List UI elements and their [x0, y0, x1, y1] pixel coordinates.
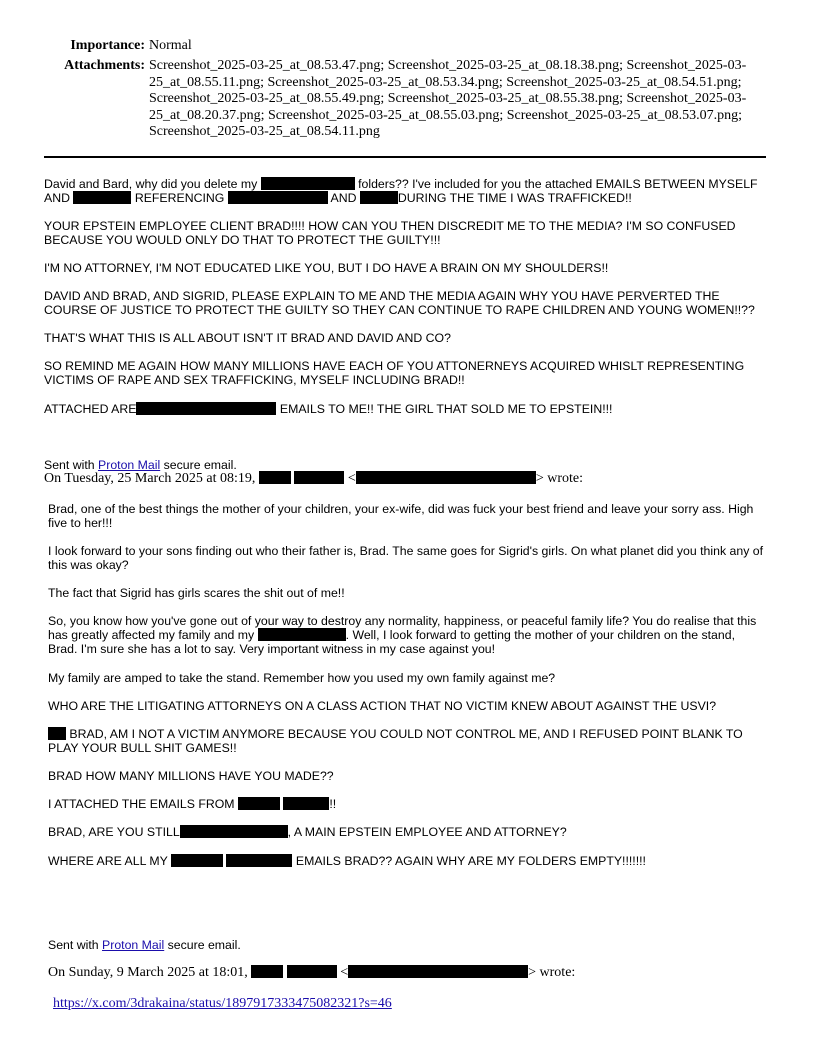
redaction-block	[360, 191, 398, 204]
redaction-block	[294, 471, 344, 484]
attachments-label: Attachments:	[64, 58, 145, 73]
redaction-block	[348, 965, 528, 978]
redaction-block	[287, 965, 337, 978]
message2-paragraph-2: I look forward to your sons finding out who their father is, Brad. The same goes for Sigrid's girls. On what planet did you think any of this was okay?	[48, 544, 764, 572]
message2-paragraph-8: BRAD HOW MANY MILLIONS HAVE YOU MADE??	[48, 769, 334, 783]
message2-paragraph-11: WHERE ARE ALL MY EMAILS BRAD?? AGAIN WHY ARE MY FOLDERS EMPTY!!!!!!!	[48, 854, 646, 868]
attachment-line: Screenshot_2025-03-25_at_08.55.49.png; Screenshot_2025-03-25_at_08.55.38.png; Screenshot_2025-03-	[149, 91, 747, 106]
message1-quote-header: On Tuesday, 25 March 2025 at 08:19, < > wrote:	[44, 471, 583, 486]
message1-paragraph-2: YOUR EPSTEIN EMPLOYEE CLIENT BRAD!!!! HOW CAN YOU THEN DISCREDIT ME TO THE MEDIA? I'M SO CONFUSED BECAUSE YOU WOULD ONLY DO THAT TO PROTECT THE GUILTY!!!	[44, 219, 736, 247]
message2-paragraph-7: BRAD, AM I NOT A VICTIM ANYMORE BECAUSE YOU COULD NOT CONTROL ME, AND I REFUSED POINT BLANK TO PLAY YOUR BULL SHIT GAMES!!	[48, 727, 743, 755]
tweet-link[interactable]: https://x.com/3drakaina/status/1897917333475082321?s=46	[53, 996, 392, 1011]
message2-quote-header: On Sunday, 9 March 2025 at 18:01, < > wrote:	[48, 965, 576, 980]
redaction-block	[261, 177, 355, 190]
redaction-block	[258, 628, 346, 641]
redaction-block	[171, 854, 223, 867]
attachments-list[interactable]	[149, 58, 761, 141]
redaction-block	[283, 797, 329, 810]
redaction-block	[48, 727, 66, 740]
redaction-block	[259, 471, 291, 484]
message1-paragraph-7: ATTACHED ARE EMAILS TO ME!! THE GIRL THAT SOLD ME TO EPSTEIN!!!	[44, 402, 613, 416]
message1-paragraph-5: THAT'S WHAT THIS IS ALL ABOUT ISN'T IT BRAD AND DAVID AND CO?	[44, 331, 451, 345]
message2-paragraph-9: I ATTACHED THE EMAILS FROM !!	[48, 797, 337, 811]
attachment-line: 25_at_08.55.11.png; Screenshot_2025-03-25_at_08.53.34.png; Screenshot_2025-03-25_at_08.54.51.png;	[149, 74, 742, 90]
message2-paragraph-3: The fact that Sigrid has girls scares the shit out of me!!	[48, 586, 345, 600]
proton-mail-link[interactable]: Proton Mail	[98, 458, 161, 472]
redaction-block	[238, 797, 280, 810]
importance-value: Normal	[149, 38, 192, 53]
message1-paragraph-4: DAVID AND BRAD, AND SIGRID, PLEASE EXPLAIN TO ME AND THE MEDIA AGAIN WHY YOU HAVE PERVERTED THE COURSE OF JUSTICE TO PROTECT THE GUILTY SO THEY CAN CONTINUE TO RAPE CHILDREN AND YOUNG WOMEN!!??	[44, 289, 755, 317]
message1-paragraph-1-line-2: AND REFERENCING AND DURING THE TIME I WAS TRAFFICKED!!	[44, 191, 632, 205]
message2-paragraph-5: My family are amped to take the stand. Remember how you used my own family against me?	[48, 671, 556, 685]
redaction-block	[226, 854, 292, 867]
message1-signature: Sent with Proton Mail secure email.	[44, 458, 237, 472]
message2-paragraph-6: WHO ARE THE LITIGATING ATTORNEYS ON A CLASS ACTION THAT NO VICTIM KNEW ABOUT AGAINST THE USVI?	[48, 699, 717, 713]
redaction-block	[180, 825, 288, 838]
redaction-block	[73, 191, 131, 204]
message2-paragraph-4: So, you know how you've gone out of your way to destroy any normality, happiness, or peaceful family life? You do realise that this has greatly affected my family and my . Well, I look forward to getting the mother of your children on the stand, Brad. I'm sure she has a lot to say. Very important witness in my case against you!	[48, 614, 757, 656]
importance-label: Importance:	[70, 38, 145, 53]
redaction-block	[228, 191, 328, 204]
message1-paragraph-1: David and Bard, why did you delete my folders?? I've included for you the attached EMAILS BETWEEN MYSELF	[44, 177, 758, 191]
attachment-line: Screenshot_2025-03-25_at_08.54.11.png	[149, 124, 380, 139]
message1-paragraph-3: I'M NO ATTORNEY, I'M NOT EDUCATED LIKE YOU, BUT I DO HAVE A BRAIN ON MY SHOULDERS!!	[44, 261, 609, 275]
message2-signature: Sent with Proton Mail secure email.	[48, 938, 241, 952]
message2-paragraph-1: Brad, one of the best things the mother of your children, your ex-wife, did was fuck your best friend and leave your sorry ass. High five to her!!!	[48, 502, 754, 530]
proton-mail-link[interactable]: Proton Mail	[102, 938, 165, 952]
redaction-block	[136, 402, 276, 415]
attachment-line: 25_at_08.20.37.png; Screenshot_2025-03-25_at_08.55.03.png; Screenshot_2025-03-25_at_08.53.07.png;	[149, 107, 742, 123]
attachment-line: Screenshot_2025-03-25_at_08.53.47.png; Screenshot_2025-03-25_at_08.18.38.png; Screenshot_2025-03-	[149, 58, 747, 73]
message2-paragraph-10: BRAD, ARE YOU STILL , A MAIN EPSTEIN EMPLOYEE AND ATTORNEY?	[48, 825, 567, 839]
message1-paragraph-6: SO REMIND ME AGAIN HOW MANY MILLIONS HAVE EACH OF YOU ATTONERNEYS ACQUIRED WHISLT REPRESENTING VICTIMS OF RAPE AND SEX TRAFFICKING, MYSELF INCLUDING BRAD!!	[44, 359, 745, 387]
header-divider	[44, 156, 766, 158]
redaction-block	[251, 965, 283, 978]
redaction-block	[356, 471, 536, 484]
